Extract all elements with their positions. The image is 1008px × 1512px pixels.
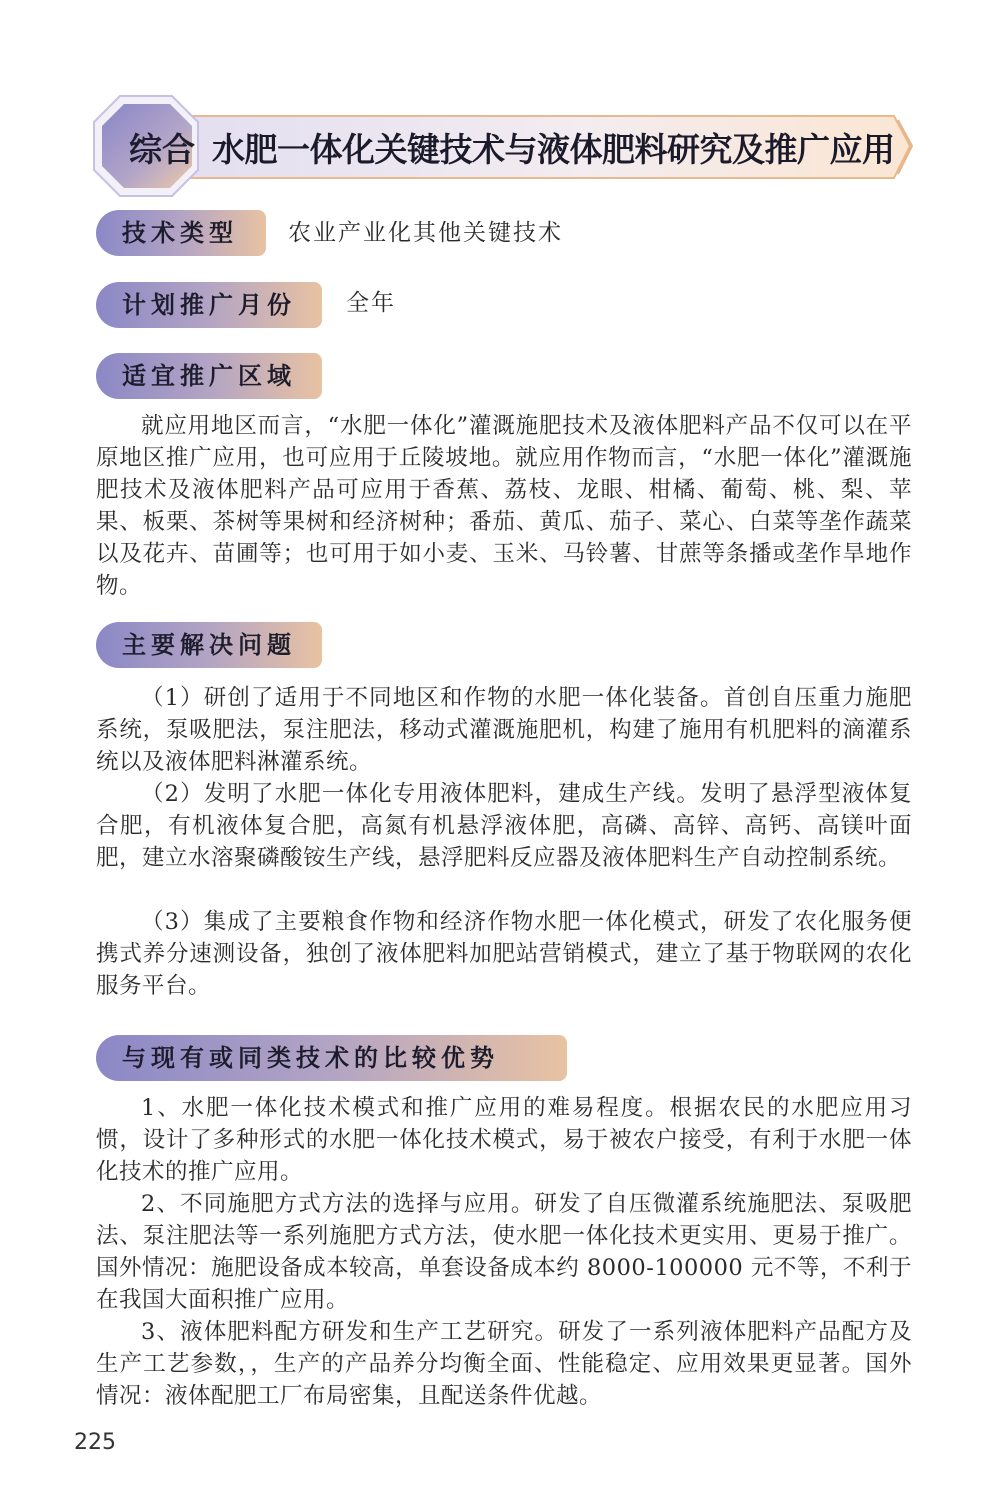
comparison-paragraph-3: 3、液体肥料配方研发和生产工艺研究。研发了一系列液体肥料产品配方及生产工艺参数，，生产的产品养分均衡全面、性能稳定、应用效果更显著。国外情况：液体配肥工厂布局密集，且配送条件优越。 (96, 1319, 912, 1409)
page-number: 225 (74, 1430, 116, 1455)
comparison-label: 与现有或同类技术的比较优势 (96, 1035, 567, 1081)
problems-label: 主要解决问题 (96, 622, 322, 668)
tech-type-value: 农业产业化其他关键技术 (288, 220, 563, 246)
promo-month-value: 全年 (346, 290, 396, 316)
comparison-paragraph-2: 2、不同施肥方式方法的选择与应用。研发了自压微灌系统施肥法、泵吸肥法、泵注肥法等一系列施肥方式方法，使水肥一体化技术更实用、更易于推广。国外情况：施肥设备成本较高，单套设备成本约 8000-100000 元不等，不利于在我国大面积推广应用。 (96, 1191, 912, 1313)
region-label: 适宜推广区域 (96, 353, 322, 399)
page-title: 水肥一体化关键技术与液体肥料研究及推广应用 (212, 130, 895, 169)
problems-paragraph-1: （1）研创了适用于不同地区和作物的水肥一体化装备。首创自压重力施肥系统，泵吸肥法，泵注肥法，移动式灌溉施肥机，构建了施用有机肥料的滴灌系统以及液体肥料淋灌系统。 (96, 685, 912, 775)
title-tag: 综合 (129, 130, 195, 169)
problems-paragraph-3: （3）集成了主要粮食作物和经济作物水肥一体化模式，研发了农化服务便携式养分速测设备，独创了液体肥料加肥站营销模式，建立了基于物联网的农化服务平台。 (96, 909, 912, 999)
comparison-paragraph-1: 1、水肥一体化技术模式和推广应用的难易程度。根据农民的水肥应用习惯，设计了多种形式的水肥一体化技术模式，易于被农户接受，有利于水肥一体化技术的推广应用。 (96, 1095, 912, 1185)
promo-month-label: 计划推广月份 (96, 282, 322, 328)
tech-type-label: 技术类型 (96, 210, 266, 256)
problems-paragraph-2: （2）发明了水肥一体化专用液体肥料，建成生产线。发明了悬浮型液体复合肥，有机液体复合肥，高氮有机悬浮液体肥，高磷、高锌、高钙、高镁叶面肥，建立水溶聚磷酸铵生产线，悬浮肥料反应器及液体肥料生产自动控制系统。 (96, 781, 912, 871)
title-banner (92, 94, 917, 198)
region-paragraph: 就应用地区而言，“水肥一体化”灌溉施肥技术及液体肥料产品不仅可以在平原地区推广应用，也可应用于丘陵坡地。就应用作物而言，“水肥一体化”灌溉施肥技术及液体肥料产品可应用于香蕉、荔枝、龙眼、柑橘、葡萄、桃、梨、苹果、板栗、茶树等果树和经济树种；番茄、黄瓜、茄子、菜心、白菜等垄作蔬菜以及花卉、苗圃等；也可用于如小麦、玉米、马铃薯、甘蔗等条播或垄作旱地作物。 (96, 413, 912, 599)
